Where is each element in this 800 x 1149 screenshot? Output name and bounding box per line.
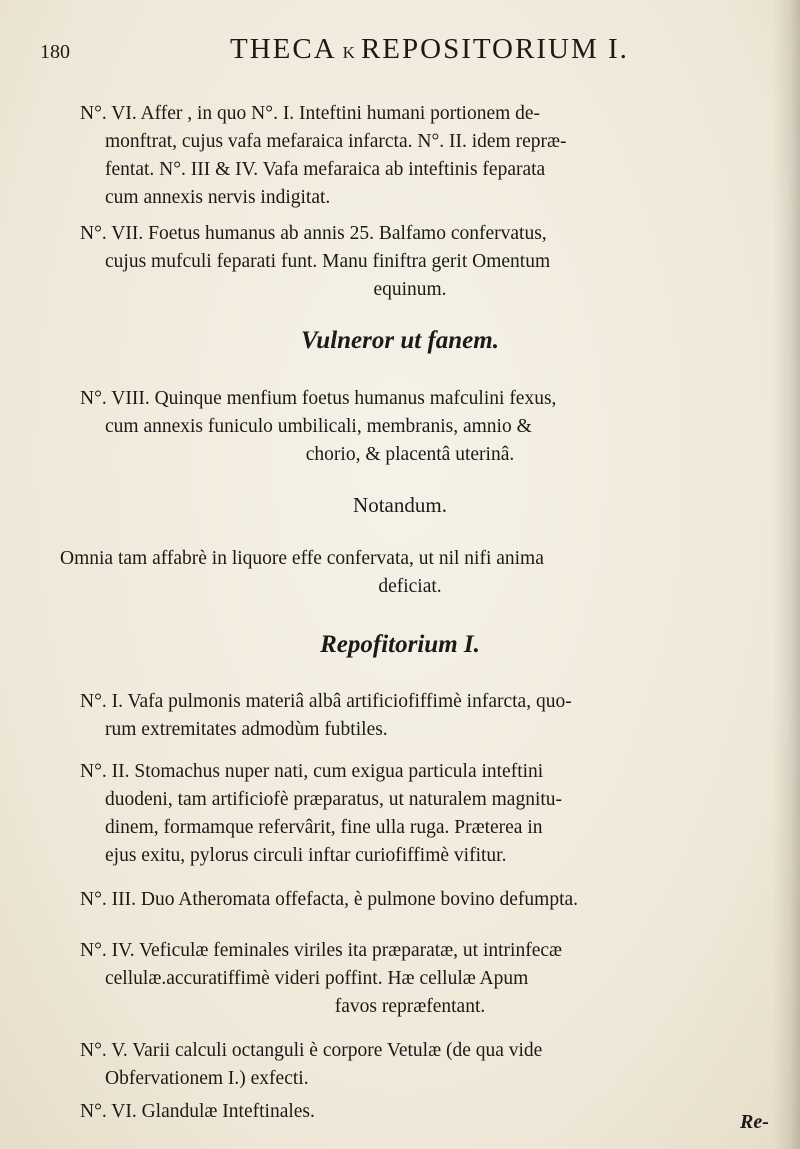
entry-line: cellulæ.accuratiffimè videri poffint. Hæ cellulæ Apum [105,968,529,989]
entry-line: N°. II. Stomachus nuper nati, cum exigua particula inteftini [80,761,544,782]
section-title: Repofitorium I. [320,631,480,658]
entry-line: fentat. N°. III & IV. Vafa mefaraica ab inteftinis feparata [105,159,546,180]
entry-line: dinem, formamque refervârit, fine ulla ruga. Præterea in [105,817,543,838]
section-entry-3 [80,886,760,914]
motto-heading: Vulneror ut fanem. [301,327,499,354]
running-head-connector: K [342,43,355,62]
entry-line: cujus mufculi feparati funt. Manu finiftra gerit Omentum [105,251,551,272]
entry-line: duodeni, tam artificiofè præparatus, ut naturalem magnitu- [105,789,563,810]
entry-n7-foetus [80,220,760,276]
section-entry-4 [80,937,760,993]
entry-line: N°. III. Duo Atheromata offefacta, è pulmone bovino defumpta. [80,889,579,910]
entry-line: N°. VI. Glandulæ Inteftinales. [80,1101,315,1122]
entry-line: N°. VII. Foetus humanus ab annis 25. Balfamo confervatus, [80,223,547,244]
entry-n6-affer [80,100,760,212]
section-entry-1 [80,688,760,744]
entry-n7-tail: equinum. [373,279,447,300]
entry-n8-tail: chorio, & placentâ uterinâ. [305,444,515,465]
running-head-part1: THECA [230,33,337,65]
notandum-line: Omnia tam affabrè in liquore effe confervata, ut nil nifi anima [60,548,544,569]
section-entry-6 [80,1098,760,1126]
entry-line: Obfervationem I.) exfecti. [105,1068,309,1089]
entry-line: N°. IV. Veficulæ feminales viriles ita præparatæ, ut intrinfecæ [80,940,563,961]
entry-line: cum annexis nervis indigitat. [105,187,331,208]
entry-line: ejus exitu, pylorus circuli inftar curiofiffimè vifitur. [105,845,507,866]
entry-line: N°. I. Vafa pulmonis materiâ albâ artificiofiffimè infarcta, quo- [80,691,572,712]
entry-line: cum annexis funiculo umbilicali, membranis, amnio & [105,416,532,437]
section-entry-5 [80,1037,760,1093]
catchword: Re- [740,1111,769,1133]
running-head-part2: REPOSITORIUM I. [360,33,629,65]
section-entry-4-tail: favos repræfentant. [334,996,486,1017]
notandum-text [60,545,760,573]
entry-line: monftrat, cujus vafa mefaraica infarcta. N°. II. idem repræ- [105,131,567,152]
entry-line: rum extremitates admodùm fubtiles. [105,719,388,740]
entry-line: N°. V. Varii calculi octanguli è corpore Vetulæ (de qua vide [80,1040,543,1061]
entry-line: N°. VI. Affer , in quo N°. I. Inteftini humani portionem de- [80,103,541,124]
running-head [230,33,629,66]
entry-n8-foetus [80,385,760,441]
page-header [40,33,740,73]
notandum-heading: Notandum. [353,493,447,517]
notandum-tail: deficiat. [378,576,442,597]
entry-line: N°. VIII. Quinque menfium foetus humanus mafculini fexus, [80,388,557,409]
page-number: 180 [40,41,70,63]
section-entry-2 [80,758,760,870]
page-edge-shadow [772,0,800,1149]
